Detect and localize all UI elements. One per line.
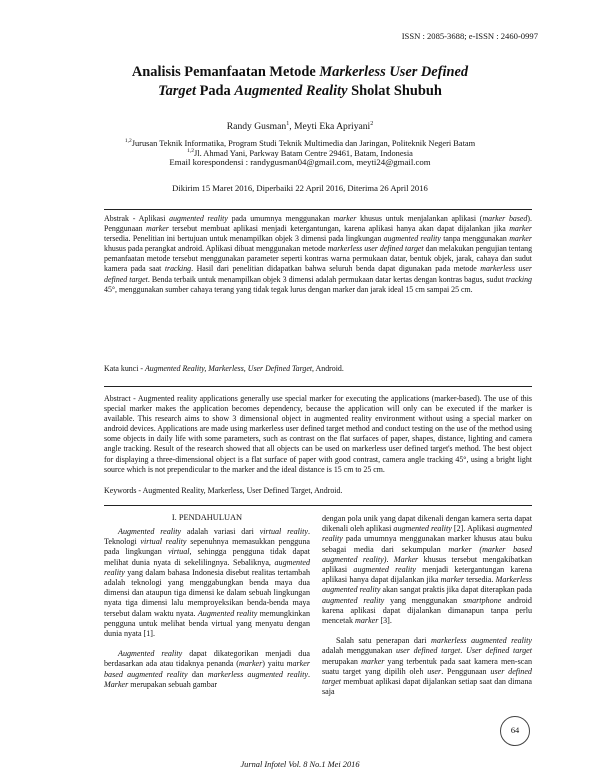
abstrak-text: pada umumnya menggunakan [227,214,334,223]
body-text: memungkinkan pengguna untuk melihat benda virtual yang menyatu dengan dunia nyata [1]. [104,608,310,639]
abstrak-paragraph [104,214,532,295]
body-text: dapat dikategorikan menjadi dua berdasarkan ada atau tidaknya penanda ( [104,649,310,669]
body-text: merupakan sebuah gambar [128,679,218,689]
paper-title [60,63,540,101]
body-text: yang terbentuk pada saat kamera men-scan suatu target yang dipilih oleh [322,656,532,676]
abstrak-text: tersebut membuat aplikasi menjadi ketergantungan, karena aplikasi hanya akan dapat dijalankan jika [168,224,510,234]
italic-term: marker [238,659,263,669]
italic-term: markerless augmented reality [431,636,532,646]
left-column [104,527,310,690]
italic-term: Marker [393,554,419,564]
abstrak-text: Abstrak - Aplikasi [104,214,170,223]
abstrak-italic: marker based [482,214,528,223]
italic-term: user defined target [322,666,532,687]
italic-term: augmented reality [353,565,416,575]
abstract-english: Abstract - Augmented reality applications generally use special marker for executing the applications (marker-based). The use of this special marker makes the application becomes dependency, because the application will only can be executed if the marker is available. This research aims to show 3 dimensional object in augmented reality environment without using a special marker on android devices. Applications are made using markerless user defined target method and conduct testing on the use of the method using some objects in daily life with some parameters, such as contrast on the flat surfaces of paper, shapes, distance, lighting and camera angle tracking. Result of the research showed that all objects can be used on markerless user defined target's method. The best object for displaying a three-dimensional object is a flat surface of paper with good contrast, camera angle tracking 45°, using a bright light source which is not prependicular to the marker and the ideal distance is 15 cm to 25 cm. [104,394,532,474]
italic-term: User defined target [465,646,533,656]
author-superscript: 1 [286,121,290,127]
body-text: [2]. Aplikasi [451,524,497,534]
abstrak-text: 45°, menggunakan sumber cahaya terang yang tidak tegak lurus dengan marker dan jarak ideal 15 cm sampai 25 cm. [104,284,473,294]
italic-term: marker based augmented reality [104,659,310,679]
abstrak-text: tanpa menggunakan [440,234,510,244]
title-part: Augmented Reality [234,83,348,99]
abstrak-text: . Hasil dari penelitian didapatkan bahwa seluruh benda dapat digunakan pada metode [191,264,481,274]
italic-term: marker [361,656,385,666]
abstract-middle-rule [104,386,532,387]
italic-term: virtual [167,547,190,557]
journal-footer: Jurnal Infotel Vol. 8 No.1 Mei 2016 [240,760,360,769]
title-part: Pada [195,83,235,99]
body-text: . Teknologi [104,527,310,547]
title-part: Markerless User Defined [319,64,469,80]
body-text: adalah menggunakan [322,646,396,656]
italic-term: Markerless augmented reality [322,575,532,595]
kata-kunci-text: , Android. [312,364,344,373]
italic-term: Augmented reality [118,649,183,659]
title-part: Sholat Shubuh [347,83,442,99]
intro-paragraph-2 [104,649,310,690]
abstrak-italic: marker [509,234,532,244]
italic-term: marker [440,575,465,585]
abstrak-italic: tracking [505,274,532,284]
kata-kunci-italic: Augmented Reality, Markerless, User Defined Target [144,364,313,373]
body-text: . Penggunaan [441,666,491,676]
title-part: Analisis Pemanfaatan Metode [131,64,320,80]
intro-paragraph-4 [322,636,532,697]
body-text: akan sangat praktis jika dapat diterapkan pada [380,585,532,595]
abstrak-text: . Benda terbaik untuk menampilkan objek 3 dimensi adalah permukaan datar kertas dengan kontras bagus, sudut [147,274,506,284]
italic-term: markerless augmented reality [207,669,308,679]
affiliation-superscript: 1,2 [187,148,194,154]
italic-term: augmented reality [104,557,310,577]
kata-kunci [104,364,532,374]
italic-term: marker [355,616,379,626]
abstrak-text: ). Penggunaan [104,214,532,234]
issn-header: ISSN : 2085-3688; e-ISSN : 2460-0997 [401,31,538,41]
abstrak-italic: tracking [164,264,192,274]
body-text: yang dalam bahasa Indonesia disebut realitas tertambah adalah teknologi yang menggabungkan benda maya dua dimensi dan ataupun tiga dimensi ke dalam sebuah lingkungan nyata tiga dimensi lalu memproyeksikan benda-benda maya tersebut dalam waktu nyata. [104,567,310,618]
body-text: ) yaitu [262,659,287,669]
italic-term: augmented reality [393,524,452,534]
body-text: yang menggunakan [384,595,464,605]
affiliation-superscript: 1,2 [124,138,132,144]
kata-kunci-text: Kata kunci - [104,364,145,373]
body-text: khusus tersebut mengakibatkan aplikasi [322,554,533,575]
keywords-english: Keywords - Augmented Reality, Markerless, User Defined Target, Android. [104,486,343,495]
italic-term: Augmented reality [118,527,182,536]
italic-term: Marker [104,679,129,689]
author-superscript: 2 [370,121,374,127]
body-text: android karena aplikasi dapat dijalankan dimanapun tanpa perlu mencetak [322,595,532,626]
abstrak-text: dan melakukan pengujian tentang pemanfaatan metode tersebut menggunakan parameter seperti kontras warna permukaan datar, bentuk objek, jarak, cahaya dan sudut kamera pada saat [104,244,533,274]
italic-term: augmented reality [322,595,385,605]
body-text: . [460,646,466,656]
abstrak-italic: marker [333,214,357,223]
body-text: membuat aplikasi dapat dijalankan setiap saat dan dimana saja [322,677,532,697]
body-text: menjadi ketergantungan karena aplikasi hanya dapat dijalankan jika [322,565,533,585]
italic-term: marker (marker based augmented reality) [322,544,532,564]
section-heading: I. PENDAHULUAN [171,513,243,522]
affiliation-text: Jurusan Teknik Informatika, Program Studi Teknik Multimedia dan Jaringan, Politeknik Negeri Batam [131,138,476,148]
italic-term: user [427,666,442,676]
body-text: , sehingga pengguna tidak dapat melihat dunia nyata di sekelilingnya. Sebaliknya, [104,547,310,567]
abstrak-italic: augmented reality [169,214,228,223]
body-text: tersedia. [464,575,496,585]
author-name: , Meyti Eka Apriyani [289,121,371,133]
correspondence-email: Email korespondensi : randygusman04@gmail.com, meyti24@gmail.com [169,157,431,167]
body-text: . [386,554,394,564]
abstrak-text: khusus untuk menjalankan aplikasi ( [356,214,483,223]
italic-term: user defined target [395,646,461,656]
authors [60,121,540,132]
body-text: pada umumnya menggunakan marker khusus atau buku sebagai media dari sekumpulan [322,534,532,554]
abstrak-italic: augmented reality [383,234,441,244]
affiliation-text: Jl. Ahmad Yani, Parkway Batam Centre 29461, Batam, Indonesia [193,148,413,158]
italic-term: augmented reality [322,524,532,544]
body-text: dan [187,669,208,679]
right-column [322,514,532,697]
abstrak-italic: markerless user defined target [104,264,532,284]
intro-paragraph-3 [322,514,532,626]
submission-dates: Dikirim 15 Maret 2016, Diperbaiki 22 April 2016, Diterima 26 April 2016 [172,183,428,193]
body-text: [3]. [378,616,392,626]
abstrak-italic: marker [509,224,532,234]
body-text: dengan pola unik yang dapat dikenali dengan kamera serta dapat dikenali oleh aplikasi [322,514,532,534]
italic-term: virtual reality [259,527,308,536]
abstract-bottom-rule [104,505,532,506]
abstrak-italic: markerless user defined target [327,244,424,254]
abstract-top-rule [104,209,532,210]
abstrak-text: khusus pada perangkat android. Aplikasi dibuat menggunakan metode [104,244,328,254]
italic-term: Augmented reality [197,608,258,618]
body-text: Salah satu penerapan dari [336,636,432,646]
body-text: . [307,669,311,679]
intro-paragraph-1 [104,527,310,639]
author-name: Randy Gusman [226,121,287,133]
body-text: adalah variasi dari [181,527,260,536]
italic-term: virtual reality [140,537,187,547]
page-number: 64 [500,716,530,746]
title-part: Target [158,83,196,99]
abstrak-italic: marker [146,224,169,234]
italic-term: smartphone [463,595,502,605]
body-text: merupakan [322,656,362,666]
abstrak-text: tersedia. Penelitian ini bertujuan untuk menampilkan objek 3 dimensi pada lingkungan [104,234,384,244]
body-text: sepenuhnya memasukkan pengguna pada lingkungan [104,537,310,557]
